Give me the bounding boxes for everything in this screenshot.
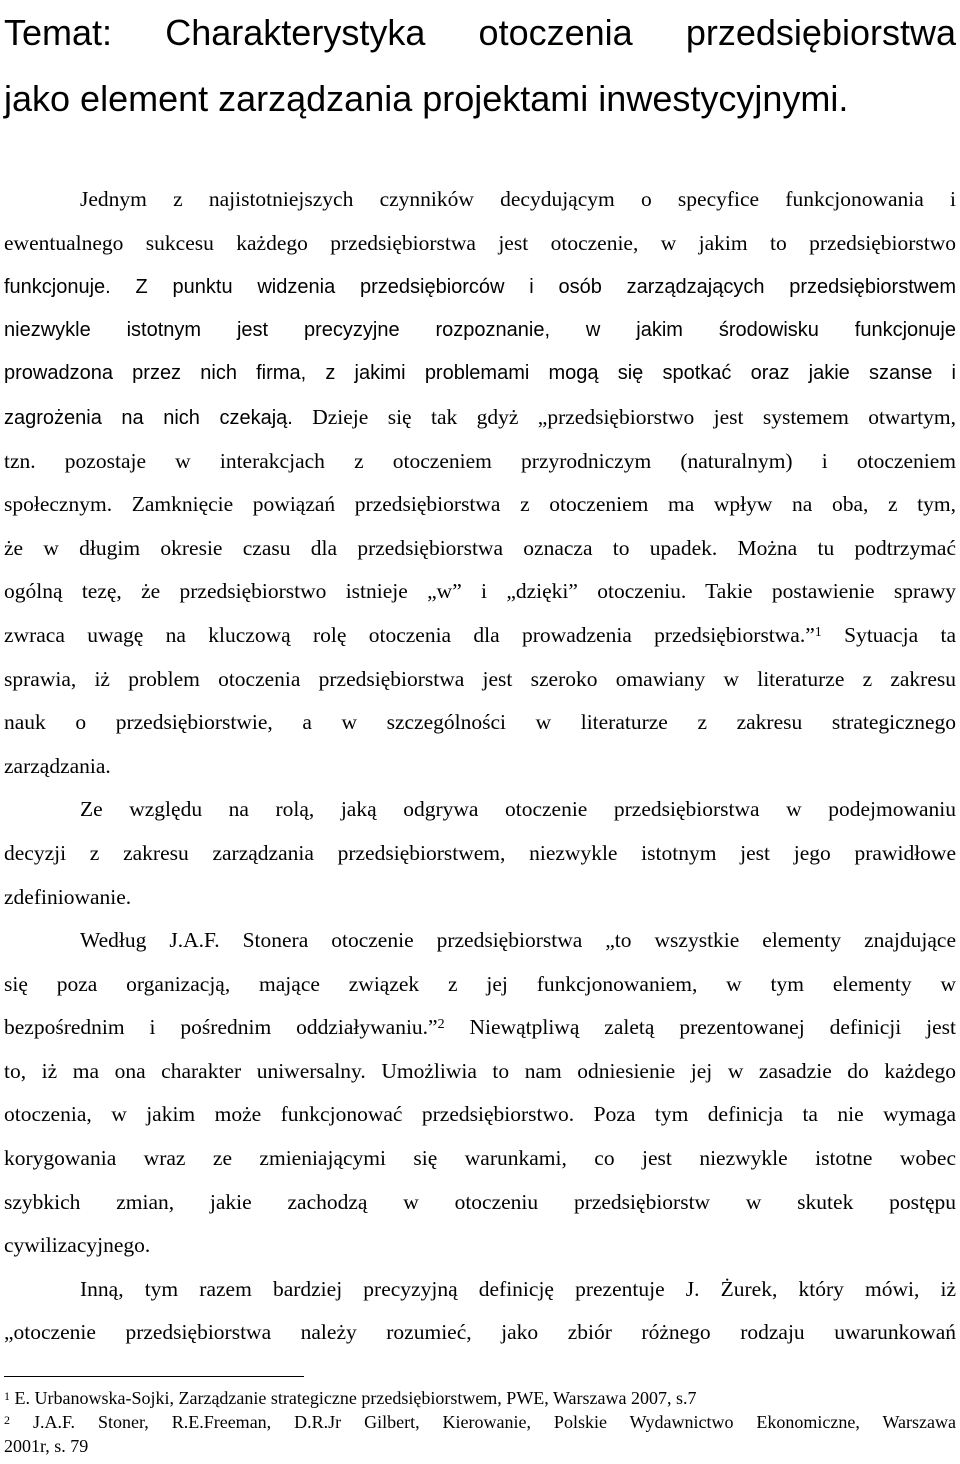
- text-line: Jednym z najistotniejszych czynników decydującym o specyfice funkcjonowania i: [80, 187, 956, 211]
- text-line: prowadzona przez nich firma, z jakimi problemami mogą się spotkać oraz jakie szanse i: [4, 362, 956, 385]
- text-line: Ze względu na rolą, jaką odgrywa otoczenie przedsiębiorstwa w podejmowaniu: [80, 797, 956, 822]
- text-line: otoczenia, w jakim może funkcjonować przedsiębiorstwo. Poza tym definicja ta nie wymaga: [4, 1102, 956, 1127]
- footnote-number: 1: [4, 1389, 10, 1403]
- text-line: decyzji z zakresu zarządzania przedsiębiorstwem, niezwykle istotnym jest jego prawidłowe: [4, 840, 956, 865]
- text-line: się poza organizacją, mające związek z jej funkcjonowaniem, w tym elementy w: [4, 971, 956, 996]
- text-line: nauk o przedsiębiorstwie, a w szczególności w literaturze z zakresu strategicznego: [4, 710, 956, 735]
- footnote-ref-2: 2: [437, 1017, 445, 1033]
- text-line: szybkich zmian, jakie zachodzą w otoczeniu przedsiębiorstw w skutek postępu: [4, 1189, 956, 1214]
- text-line: niezwykle istotnym jest precyzyjne rozpoznanie, w jakim środowisku funkcjonuje: [4, 318, 956, 341]
- text-fragment: Dzieje się tak gdyż „przedsiębiorstwo jest systemem otwartym,: [292, 404, 956, 429]
- text-line: [4, 396, 956, 440]
- text-line: tzn. pozostaje w interakcjach z otoczeniem przyrodniczym (naturalnym) i otoczeniem: [4, 448, 956, 473]
- text-fragment: zagrożenia na nich czekają.: [4, 406, 293, 429]
- footnote-number: 2: [4, 1413, 10, 1427]
- footnote-text: E. Urbanowska-Sojki, Zarządzanie strategiczne przedsiębiorstwem, PWE, Warszawa 2007, s.7: [10, 1388, 697, 1408]
- text-line: korygowania wraz ze zmieniającymi się warunkami, co jest niezwykle istotne wobec: [4, 1146, 956, 1171]
- footnote-separator: [4, 1376, 304, 1377]
- text-line: cywilizacyjnego.: [4, 1233, 151, 1258]
- footnote-1: [4, 1386, 956, 1410]
- text-fragment: Z punktu widzenia przedsiębiorców i osób zarządzających przedsiębiorstwem: [110, 276, 956, 299]
- text-line: to, iż ma ona charakter uniwersalny. Umożliwia to nam odniesienie jej w zasadzie do każdego: [4, 1058, 956, 1083]
- text-fragment: Sytuacja ta: [821, 622, 956, 647]
- text-fragment: bezpośrednim i pośrednim oddziaływaniu.”: [4, 1015, 438, 1040]
- footnote-2-continued: 2001r, s. 79: [4, 1436, 89, 1456]
- footnote-2: [4, 1410, 956, 1434]
- body-text: [4, 178, 956, 1355]
- text-line: Inną, tym razem bardziej precyzyjną definicję prezentuje J. Żurek, który mówi, iż: [80, 1276, 956, 1301]
- text-line: [4, 614, 956, 658]
- text-line: sprawia, iż problem otoczenia przedsiębiorstwa jest szeroko omawiany w literaturze z zakresu: [4, 666, 956, 691]
- text-line: [4, 265, 956, 309]
- text-line: zdefiniowanie.: [4, 884, 132, 909]
- footnotes: [4, 1386, 956, 1458]
- title-line-2: jako element zarządzania projektami inwestycyjnymi.: [4, 78, 849, 119]
- text-fragment: funkcjonuje.: [4, 276, 111, 299]
- page-title: [4, 0, 956, 132]
- text-line: społecznym. Zamknięcie powiązań przedsiębiorstwa z otoczeniem ma wpływ na oba, z tym,: [4, 492, 956, 517]
- text-line: Według J.A.F. Stonera otoczenie przedsiębiorstwa „to wszystkie elementy znajdujące: [80, 928, 956, 953]
- text-line: ogólną tezę, że przedsiębiorstwo istnieje „w” i „dzięki” otoczeniu. Takie postawienie sprawy: [4, 579, 956, 604]
- text-line: zarządzania.: [4, 753, 111, 778]
- text-line: że w długim okresie czasu dla przedsiębiorstwa oznacza to upadek. Można tu podtrzymać: [4, 535, 956, 560]
- footnote-ref-1: 1: [814, 624, 822, 640]
- text-line: [4, 1006, 956, 1050]
- text-fragment: zwraca uwagę na kluczową rolę otoczenia dla prowadzenia przedsiębiorstwa.”: [4, 622, 815, 647]
- text-line: ewentualnego sukcesu każdego przedsiębiorstwa jest otoczenie, w jakim to przedsiębiorstwo: [4, 230, 956, 255]
- footnote-text: J.A.F. Stoner, R.E.Freeman, D.R.Jr Gilbert, Kierowanie, Polskie Wydawnictwo Ekonomiczne, Warszawa: [10, 1412, 956, 1432]
- text-fragment: Niewątpliwą zaletą prezentowanej definicji jest: [444, 1015, 956, 1040]
- title-line-1: Temat: Charakterystyka otoczenia przedsiębiorstwa: [4, 12, 956, 53]
- text-line: „otoczenie przedsiębiorstwa należy rozumieć, jako zbiór różnego rodzaju uwarunkowań: [4, 1320, 956, 1345]
